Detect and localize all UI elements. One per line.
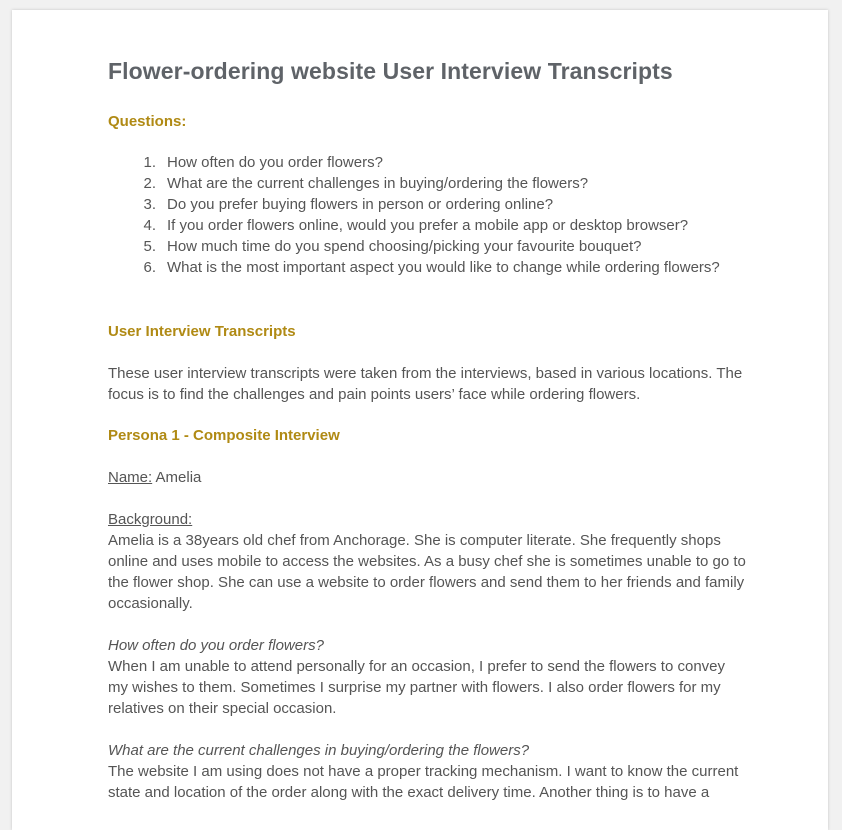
- list-number: 4.: [143, 217, 156, 234]
- list-item: [108, 152, 748, 173]
- document-title: Flower-ordering website User Interview Transcripts: [108, 58, 673, 84]
- interview-question-1: How often do you order flowers?: [108, 637, 324, 654]
- list-number: 2.: [143, 175, 156, 192]
- background-label-line: [108, 509, 748, 530]
- list-number: 3.: [143, 196, 156, 213]
- interview-answer-1: When I am unable to attend personally for an occasion, I prefer to send the flowers to convey my wishes to them. Sometimes I surprise my partner with flowers. I also order flowers for my relatives on their special occasion.: [108, 658, 726, 717]
- intro-paragraph: These user interview transcripts were taken from the interviews, based in various locations. The focus is to find the challenges and pain points users’ face while ordering flowers.: [108, 365, 743, 403]
- list-item: [108, 236, 748, 257]
- list-text: How much time do you spend choosing/picking your favourite bouquet?: [167, 238, 642, 255]
- document-content: [108, 56, 748, 803]
- persona-name: [108, 467, 748, 488]
- list-item: [108, 194, 748, 215]
- list-text: What is the most important aspect you would like to change while ordering flowers?: [167, 259, 720, 276]
- questions-heading: Questions:: [108, 113, 187, 130]
- list-text: What are the current challenges in buying/ordering the flowers?: [167, 175, 589, 192]
- list-item: [108, 173, 748, 194]
- interview-question-2: What are the current challenges in buying/ordering the flowers?: [108, 742, 530, 759]
- interview-answer-2: The website I am using does not have a proper tracking mechanism. I want to know the current state and location of the order along with the exact delivery time. Another thing is to have a: [108, 763, 739, 801]
- list-number: 5.: [143, 238, 156, 255]
- list-text: Do you prefer buying flowers in person or ordering online?: [167, 196, 554, 213]
- list-number: 1.: [143, 154, 156, 171]
- background-label: Background:: [108, 511, 193, 528]
- persona-heading: Persona 1 - Composite Interview: [108, 427, 340, 444]
- list-number: 6.: [143, 259, 156, 276]
- document-page: [12, 10, 828, 830]
- name-label: Name:: [108, 469, 153, 486]
- list-item: [108, 215, 748, 236]
- transcripts-heading: User Interview Transcripts: [108, 323, 296, 340]
- name-value: Amelia: [152, 469, 202, 486]
- list-item: [108, 257, 748, 278]
- background-text: Amelia is a 38years old chef from Anchorage. She is computer literate. She frequently shops online and uses mobile to access the websites. As a busy chef she is sometimes unable to go to the flower shop. She can use a website to order flowers and send them to her friends and family occasionally.: [108, 532, 746, 612]
- list-text: How often do you order flowers?: [167, 154, 383, 171]
- questions-list: [108, 152, 748, 278]
- list-text: If you order flowers online, would you prefer a mobile app or desktop browser?: [167, 217, 689, 234]
